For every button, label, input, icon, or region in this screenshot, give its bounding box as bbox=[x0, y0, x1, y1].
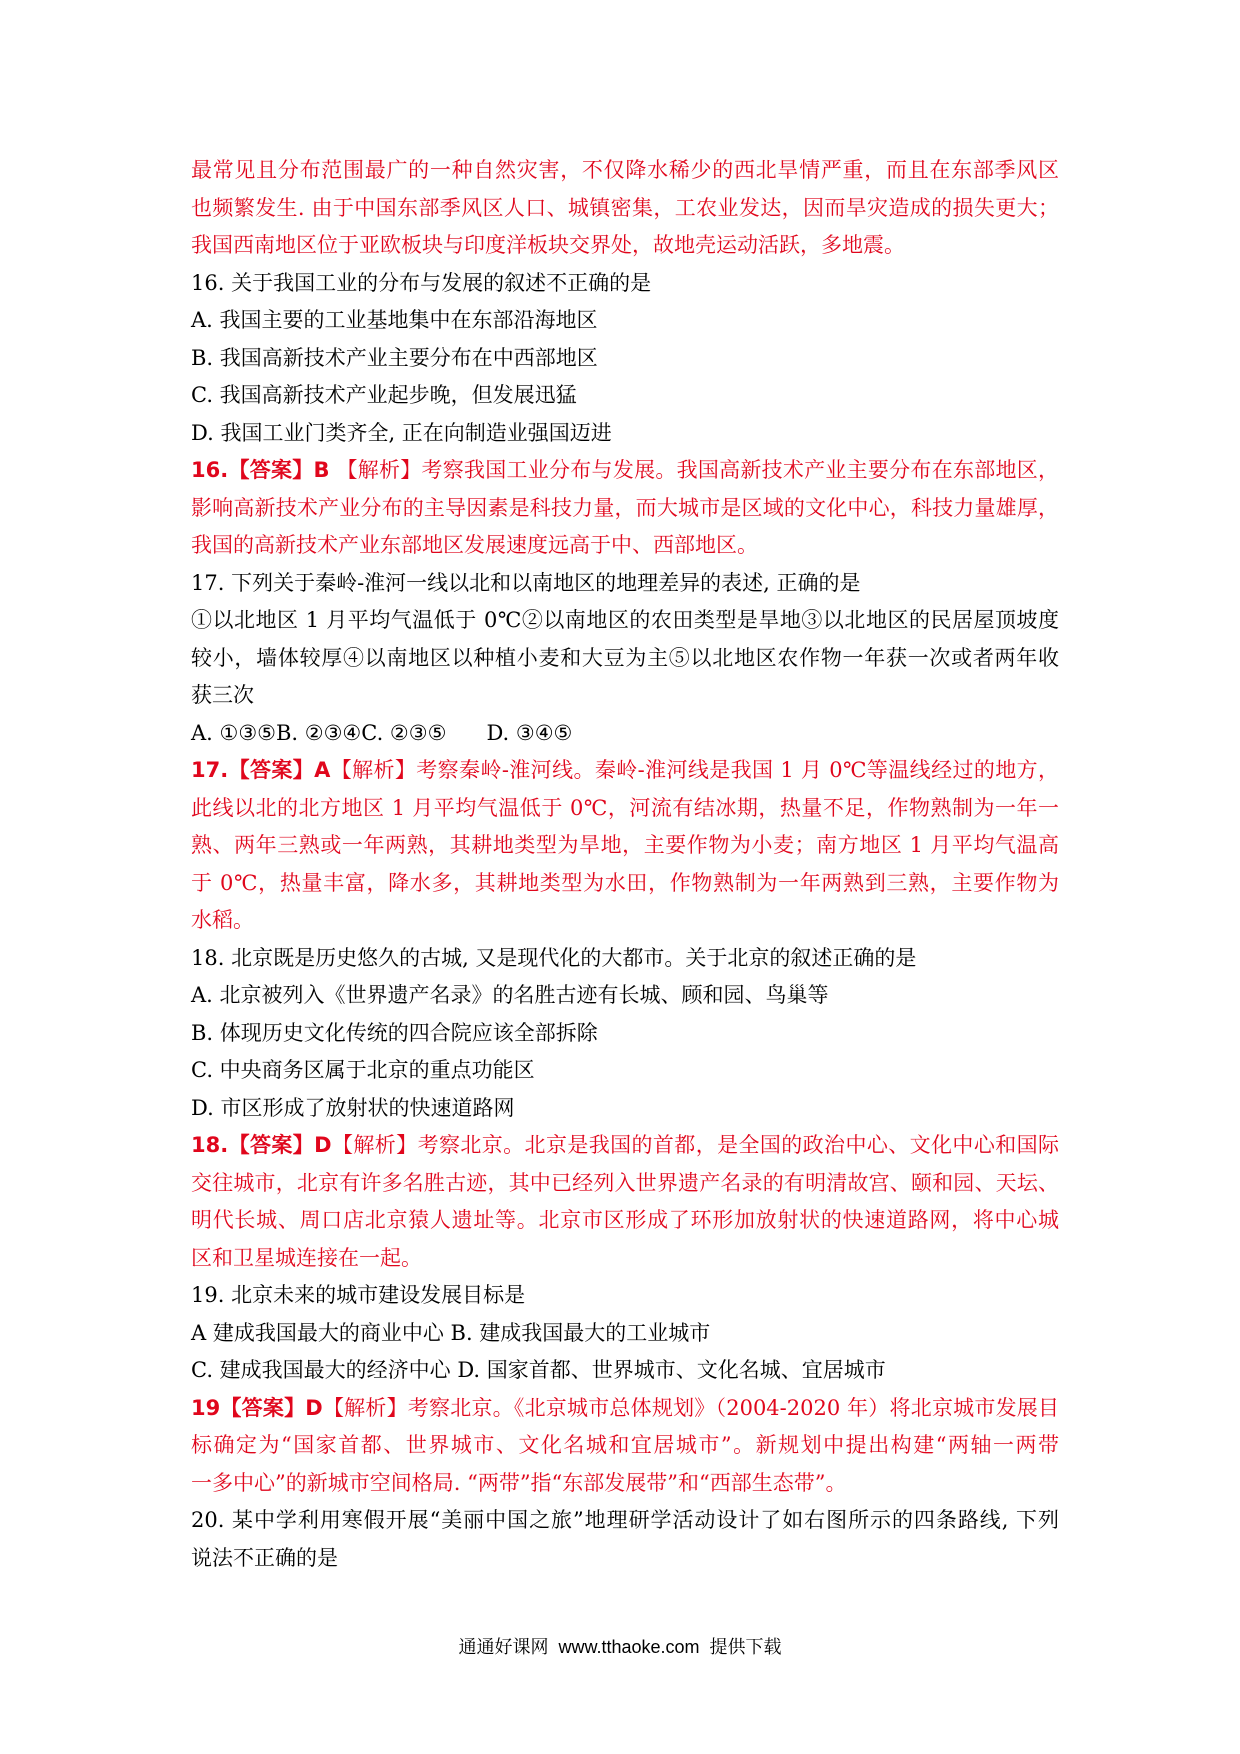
answer-17-line: 熟、两年三熟或一年两熟，其耕地类型为旱地，主要作物为小麦；南方地区 1 月平均气温高 bbox=[191, 833, 1059, 857]
question-18-option-d: D. 市区形成了放射状的快速道路网 bbox=[191, 1095, 515, 1120]
question-16-option-b: B. 我国高新技术产业主要分布在中西部地区 bbox=[191, 345, 598, 370]
answer-17-text: 【解析】考察秦岭-淮河线。秦岭-淮河线是我国 1 月 0℃等温线经过的地方， bbox=[330, 758, 1059, 782]
question-18-option-a: A. 北京被列入《世界遗产名录》的名胜古迹有长城、顾和园、鸟巢等 bbox=[191, 983, 829, 1007]
question-20-stem-line: 20. 某中学利用寒假开展“美丽中国之旅”地理研学活动设计了如右图所示的四条路线, 下列 bbox=[191, 1508, 1059, 1532]
answer-16-first-line bbox=[191, 452, 1059, 490]
answer-19-first-line bbox=[191, 1390, 1059, 1428]
question-18 bbox=[191, 940, 1059, 1278]
question-19-options-line: C. 建成我国最大的经济中心 D. 国家首都、世界城市、文化名城、宜居城市 bbox=[191, 1358, 886, 1382]
question-19-options-line: A 建成我国最大的商业中心 B. 建成我国最大的工业城市 bbox=[191, 1320, 711, 1345]
question-17-stem: 17. 下列关于秦岭-淮河一线以北和以南地区的地理差异的表述, 正确的是 bbox=[191, 570, 861, 595]
question-16-option-d: D. 我国工业门类齐全, 正在向制造业强国迈进 bbox=[191, 420, 612, 445]
answer-17-label: 17.【答案】A bbox=[191, 758, 331, 782]
question-18-stem: 18. 北京既是历史悠久的古城, 又是现代化的大都市。关于北京的叙述正确的是 bbox=[191, 945, 917, 970]
answer-18-line: 交往城市，北京有许多名胜古迹，其中已经列入世界遗产名录的有明清故宫、颐和园、天坛、 bbox=[191, 1170, 1059, 1195]
answer-18-line: 区和卫星城连接在一起。 bbox=[191, 1245, 422, 1270]
question-20 bbox=[191, 1502, 1059, 1577]
question-18-option-c: C. 中央商务区属于北京的重点功能区 bbox=[191, 1058, 535, 1082]
answer-17-line: 此线以北的北方地区 1 月平均气温低于 0℃，河流有结冰期，热量不足，作物熟制为一年一 bbox=[191, 795, 1059, 820]
answer-19-label: 19【答案】D bbox=[191, 1395, 323, 1420]
question-16-stem: 16. 关于我国工业的分布与发展的叙述不正确的是 bbox=[191, 270, 652, 295]
answer-18-first-line bbox=[191, 1127, 1059, 1165]
document-body bbox=[191, 152, 1059, 1577]
question-16-option-c: C. 我国高新技术产业起步晚，但发展迅猛 bbox=[191, 383, 577, 407]
answer-18-text: 【解析】考察北京。北京是我国的首都，是全国的政治中心、文化中心和国际 bbox=[331, 1133, 1059, 1157]
explanation-line: 我国西南地区位于亚欧板块与印度洋板块交界处，故地壳运动活跃，多地震。 bbox=[191, 233, 905, 257]
answer-19-line: 一多中心”的新城市空间格局. “两带”指“东部发展带”和“西部生态带”。 bbox=[191, 1470, 847, 1495]
explanation-line: 也频繁发生. 由于中国东部季风区人口、城镇密集，工农业发达，因而旱灾造成的损失更大； bbox=[191, 195, 1059, 220]
question-17 bbox=[191, 565, 1059, 940]
question-16 bbox=[191, 265, 1059, 565]
answer-16-label: 16.【答案】B bbox=[191, 458, 330, 482]
question-17-statements-line: 获三次 bbox=[191, 683, 254, 707]
question-18-option-b: B. 体现历史文化传统的四合院应该全部拆除 bbox=[191, 1020, 598, 1045]
answer-16-line: 影响高新技术产业分布的主导因素是科技力量，而大城市是区域的文化中心，科技力量雄厚， bbox=[191, 495, 1059, 520]
question-16-option-a: A. 我国主要的工业基地集中在东部沿海地区 bbox=[191, 308, 598, 332]
answer-17-line: 水稻。 bbox=[191, 908, 254, 932]
answer-16-text: 【解析】考察我国工业分布与发展。我国高新技术产业主要分布在东部地区， bbox=[329, 458, 1059, 482]
answer-18-label: 18.【答案】D bbox=[191, 1133, 332, 1157]
question-17-statements-line: ①以北地区 1 月平均气温低于 0℃②以南地区的农田类型是旱地③以北地区的民居屋顶坡度 bbox=[191, 608, 1059, 632]
answer-18-line: 明代长城、周口店北京猿人遗址等。北京市区形成了环形加放射状的快速道路网，将中心城 bbox=[191, 1208, 1059, 1232]
answer-17-line: 于 0℃，热量丰富，降水多，其耕地类型为水田，作物熟制为一年两熟到三熟，主要作物为 bbox=[191, 870, 1059, 895]
answer-19-text: 【解析】考察北京。《北京城市总体规划》（2004-2020 年）将北京城市发展目 bbox=[322, 1395, 1060, 1420]
page-footer: 通通好课网 www.tthaoke.com 提供下载 bbox=[458, 1637, 782, 1657]
question-19 bbox=[191, 1277, 1059, 1502]
question-20-stem-line: 说法不正确的是 bbox=[191, 1545, 338, 1570]
explanation-line: 最常见且分布范围最广的一种自然灾害，不仅降水稀少的西北旱情严重，而且在东部季风区 bbox=[191, 158, 1059, 182]
question-17-options: A. ①③⑤B. ②③④C. ②③⑤ D. ③④⑤ bbox=[191, 720, 573, 745]
question-19-stem: 19. 北京未来的城市建设发展目标是 bbox=[191, 1283, 526, 1307]
answer-17-first-line bbox=[191, 752, 1059, 790]
answer-19-line: 标确定为“国家首都、世界城市、文化名城和宜居城市”。新规划中提出构建“两轴一两带 bbox=[191, 1433, 1059, 1457]
question-17-statements-line: 较小，墙体较厚④以南地区以种植小麦和大豆为主⑤以北地区农作物一年获一次或者两年收 bbox=[191, 645, 1059, 670]
answer-16-line: 我国的高新技术产业东部地区发展速度远高于中、西部地区。 bbox=[191, 533, 758, 557]
previous-answer-explanation bbox=[191, 152, 1059, 265]
